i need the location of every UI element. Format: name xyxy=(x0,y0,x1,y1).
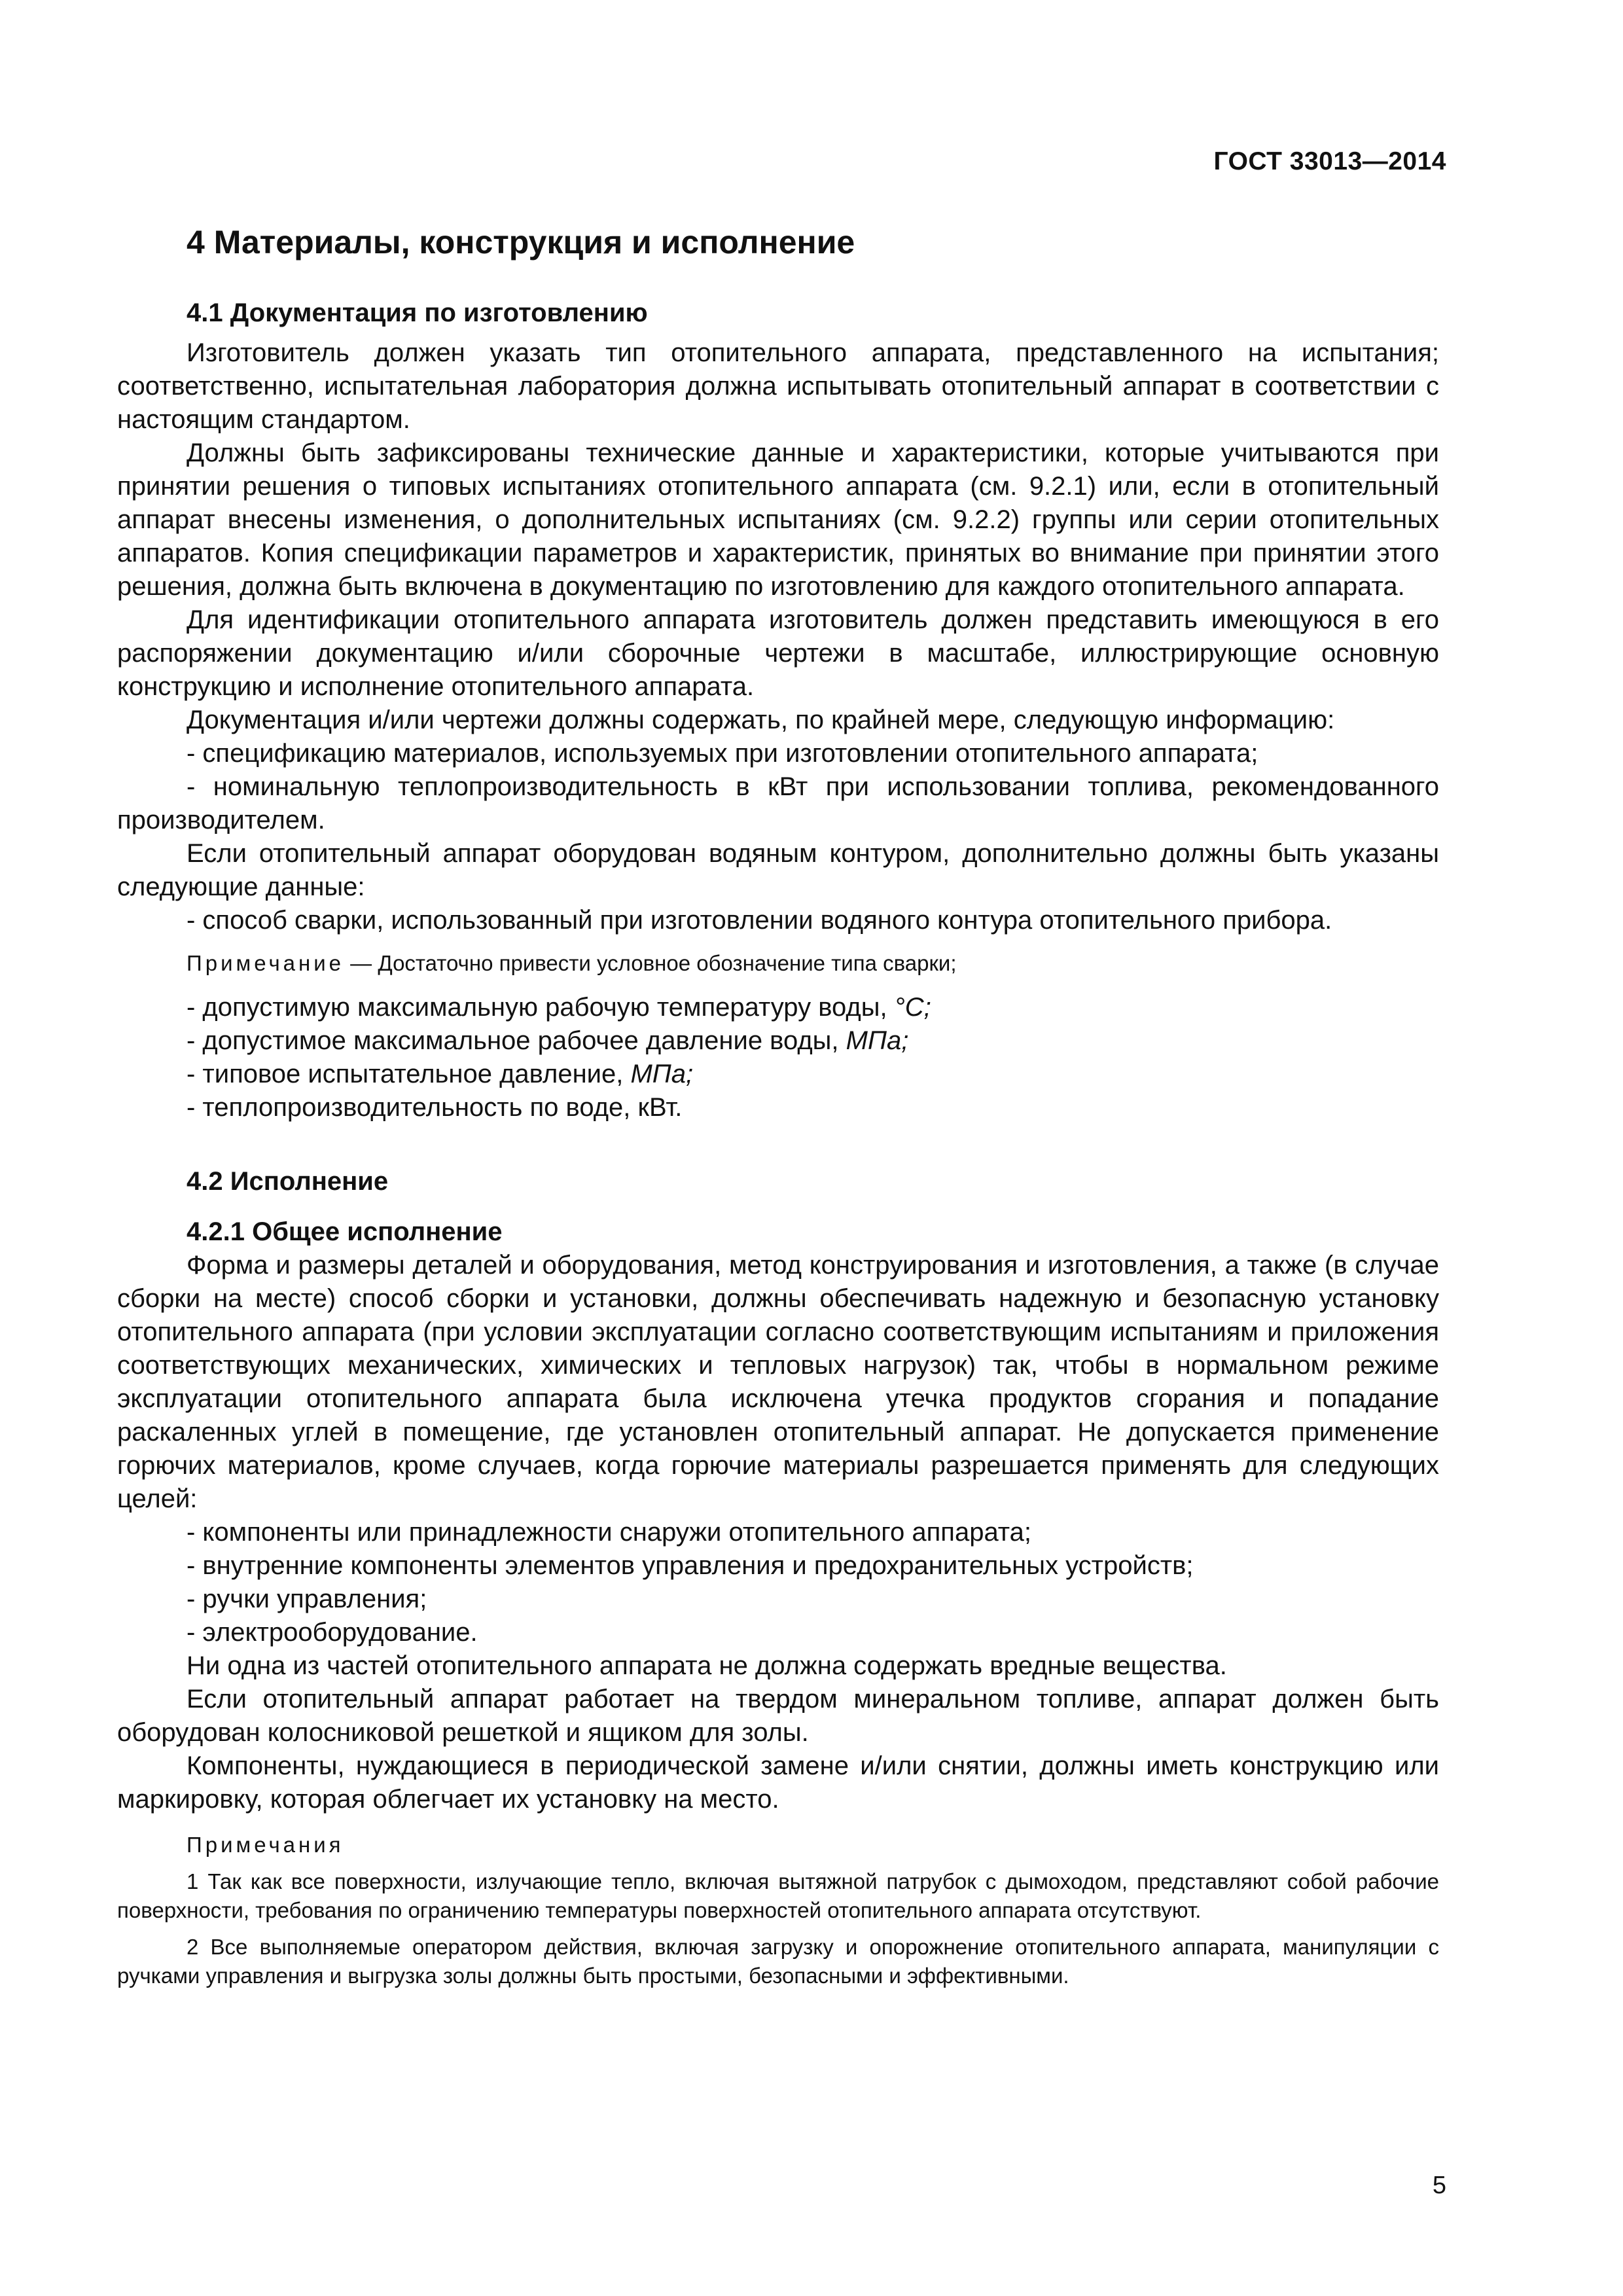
paragraph: Документация и/или чертежи должны содержать, по крайней мере, следующую информацию: xyxy=(187,706,1335,734)
list-item: - внутренние компоненты элементов управления и предохранительных устройств; xyxy=(187,1551,1194,1580)
paragraph: Если отопительный аппарат оборудован водяным контуром, дополнительно должны быть указаны следующие данные: xyxy=(117,839,1439,901)
note-item: 1 Так как все поверхности, излучающие тепло, включая вытяжной патрубок с дымоходом, представляют собой рабочие поверхности, требования по ограничению температуры поверхностей отопительного аппарата отсутствуют. xyxy=(117,1869,1439,1922)
unit: МПа; xyxy=(846,1026,909,1055)
notes-block xyxy=(117,1831,1439,1990)
combustible-uses-list xyxy=(117,1516,1439,1649)
paragraph: Для идентификации отопительного аппарата изготовитель должен представить имеющуюся в его распоряжении документацию и/или сборочные чертежи в масштабе, иллюстрирующие основную конструкцию и исполнение отопительного аппарата. xyxy=(117,605,1439,701)
water-circuit-list xyxy=(117,904,1439,937)
note-item: 2 Все выполняемые оператором действия, включая загрузку и опорожнение отопительного аппарата, манипуляции с ручками управления и выгрузка золы должны быть простыми, безопасными и эффективными. xyxy=(117,1935,1439,1988)
notes-label: Примечания xyxy=(187,1833,344,1857)
note-text: — Достаточно привести условное обозначение типа сварки; xyxy=(344,951,957,975)
unit: МПа; xyxy=(630,1060,694,1088)
paragraph: Форма и размеры деталей и оборудования, метод конструирования и изготовления, а также (в случае сборки на месте) способ сборки и установки, должны обеспечивать надежную и безопасную установку отопительного аппарата (при условии эксплуатации согласно соответствующим испытаниям и приложения соответствующих механических, химических и тепловых нагрузок) так, чтобы в нормальном режиме эксплуатации отопительного аппарата была исключена утечка продуктов сгорания и попадание раскаленных углей в помещение, где установлен отопительный аппарат. Не допускается применение горючих материалов, кроме случаев, когда горючие материалы разрешается применять для следующих целей: xyxy=(117,1251,1439,1513)
list-item: - компоненты или принадлежности снаружи отопительного аппарата; xyxy=(187,1518,1032,1547)
section-4-title: 4 Материалы, конструкция и исполнение xyxy=(187,224,855,260)
note xyxy=(117,949,1439,978)
list-item: - номинальную теплопроизводительность в кВт при использовании топлива, рекомендованного производителем. xyxy=(117,772,1439,834)
list-item: - спецификацию материалов, используемых при изготовлении отопительного аппарата; xyxy=(187,739,1258,768)
info-list xyxy=(117,737,1439,837)
paragraph: Изготовитель должен указать тип отопительного аппарата, представленного на испытания; соответственно, испытательная лаборатория должна испытывать отопительный аппарат в соответствии с настоящим стандартом. xyxy=(117,338,1439,434)
unit: °С; xyxy=(894,993,931,1022)
note-label: Примечание xyxy=(187,951,345,975)
paragraph: Компоненты, нуждающиеся в периодической замене и/или снятии, должны иметь конструкцию или маркировку, которая облегчает их установку на место. xyxy=(117,1751,1439,1814)
paragraph: Должны быть зафиксированы технические данные и характеристики, которые учитываются при принятии решения о типовых испытаниях отопительного аппарата (см. 9.2.1) или, если в отопительный аппарат внесены изменения, о дополнительных испытаниях (см. 9.2.2) группы или серии отопительных аппаратов. Копия спецификации параметров и характеристик, принятых во внимание при принятии этого решения, должна быть включена в документацию по изготовлению для каждого отопительного аппарата. xyxy=(117,439,1439,601)
list-item: - способ сварки, использованный при изготовлении водяного контура отопительного прибора. xyxy=(187,906,1332,935)
list-item: - электрооборудование. xyxy=(187,1618,478,1647)
list-item: - допустимое максимальное рабочее давление воды, МПа; xyxy=(187,1026,909,1055)
page-content xyxy=(117,223,1439,1998)
list-item: - типовое испытательное давление, МПа; xyxy=(187,1060,694,1088)
section-4-2-1-title: 4.2.1 Общее исполнение xyxy=(187,1217,503,1246)
list-item: - ручки управления; xyxy=(187,1585,427,1613)
list-item: - допустимую максимальную рабочую температуру воды, °С; xyxy=(187,993,931,1022)
page-number: 5 xyxy=(1432,2172,1446,2199)
paragraph: Ни одна из частей отопительного аппарата не должна содержать вредные вещества. xyxy=(187,1651,1227,1680)
list-item: - теплопроизводительность по воде, кВт. xyxy=(187,1093,683,1122)
water-params-list xyxy=(117,991,1439,1124)
section-4-1-title: 4.1 Документация по изготовлению xyxy=(187,298,648,327)
document-id-header: ГОСТ 33013—2014 xyxy=(1213,147,1446,175)
paragraph: Если отопительный аппарат работает на твердом минеральном топливе, аппарат должен быть оборудован колосниковой решеткой и ящиком для золы. xyxy=(117,1685,1439,1747)
section-4-2-title: 4.2 Исполнение xyxy=(187,1167,389,1196)
